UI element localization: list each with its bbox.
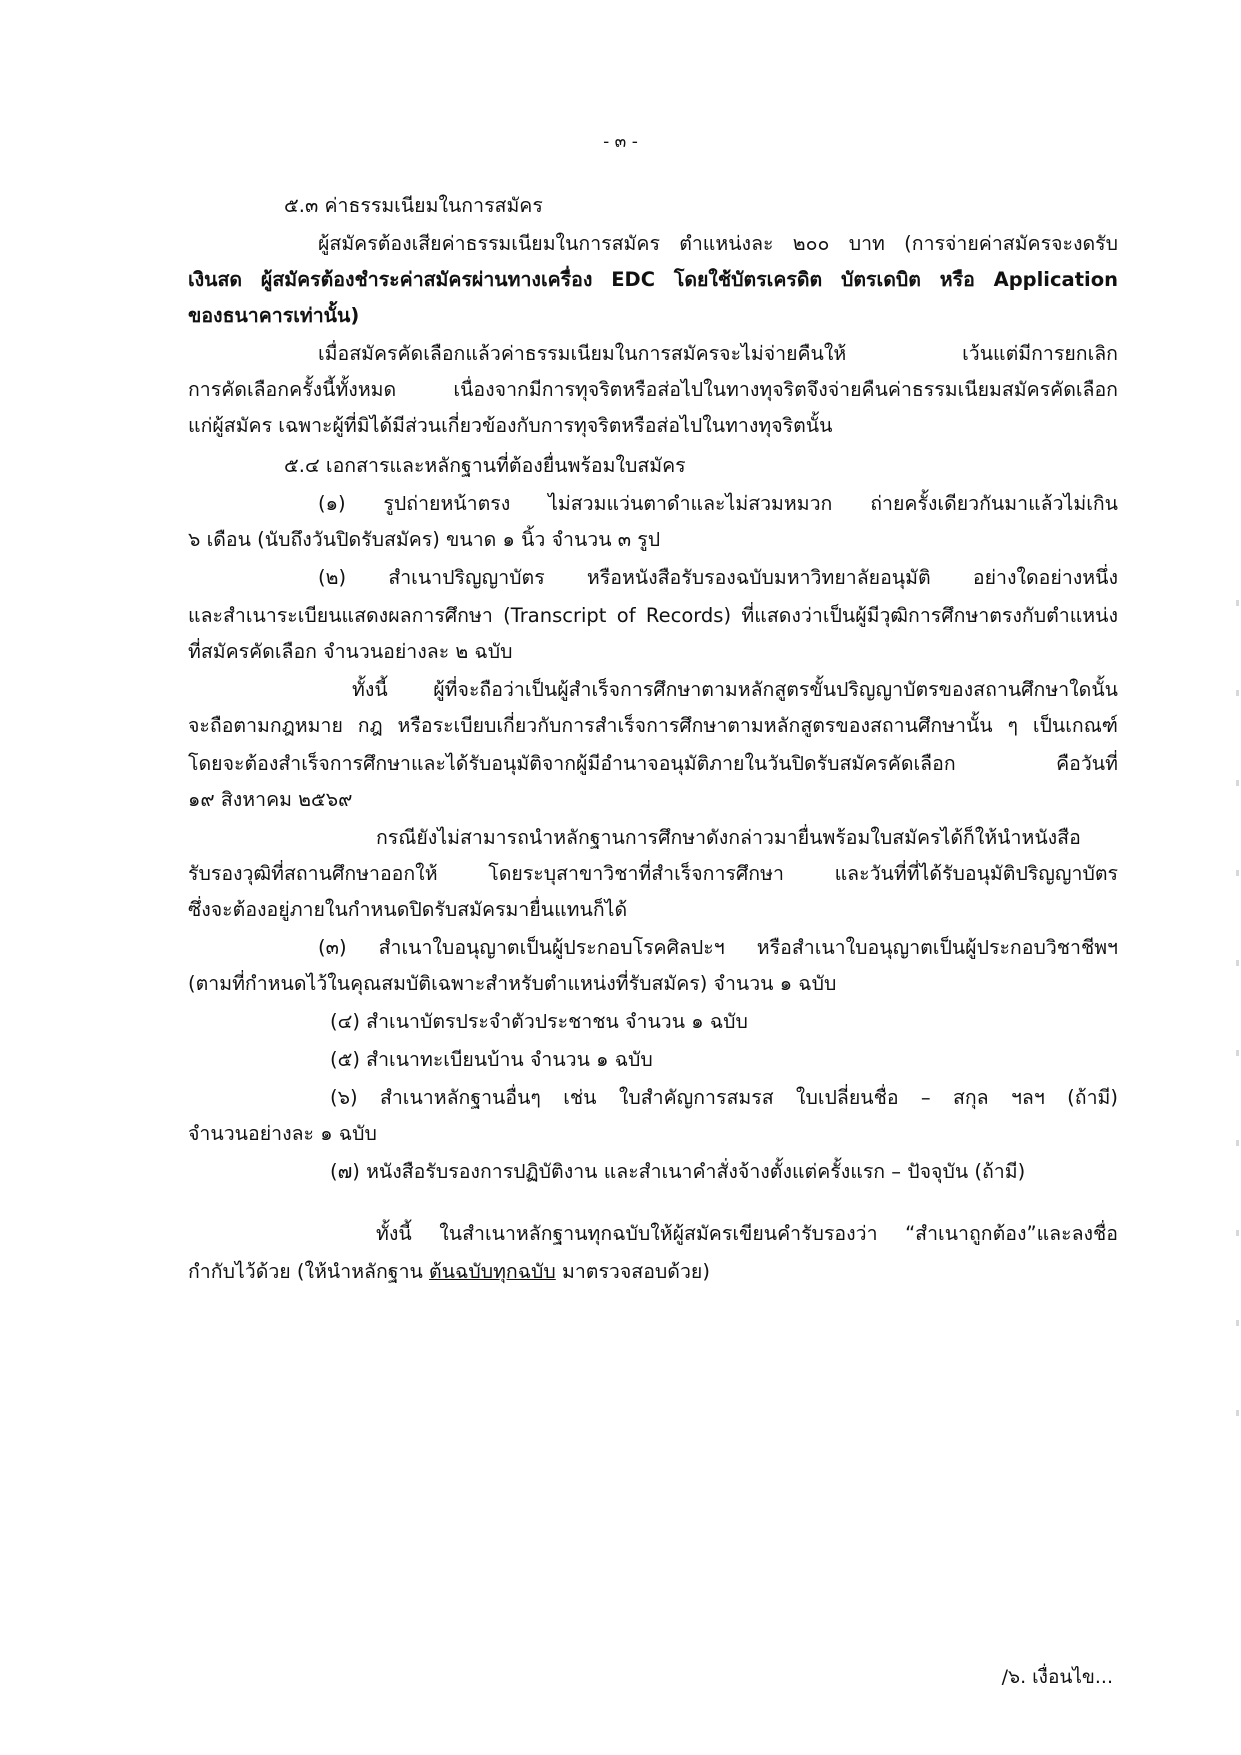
fee-paragraph-line: ของธนาคารเท่านั้น) xyxy=(188,304,360,327)
item-3-line: (๓) สำเนาใบอนุญาตเป็นผู้ประกอบโรคศิลปะฯ หรือสำเนาใบอนุญาตเป็นผู้ประกอบวิชาชีพฯ xyxy=(318,936,1118,959)
item-2-line: ที่สมัครคัดเลือก จำนวนอย่างละ ๒ ฉบับ xyxy=(188,640,513,663)
section-5-3-heading: ๕.๓ ค่าธรรมเนียมในการสมัคร xyxy=(284,194,543,217)
note-1-line: จะถือตามกฎหมาย กฎ หรือระเบียบเกี่ยวกับการสำเร็จการศึกษาตามหลักสูตรของสถานศึกษานั้น ๆ เป็นเกณฑ์ xyxy=(188,714,1118,737)
fee-paragraph-line: เงินสด ผู้สมัครต้องชำระค่าสมัครผ่านทางเครื่อง EDC โดยใช้บัตรเครดิต บัตรเดบิต หรือ Application xyxy=(188,268,1118,291)
fee-paragraph-line: ผู้สมัครต้องเสียค่าธรรมเนียมในการสมัคร ตำแหน่งละ ๒๐๐ บาท (การจ่ายค่าสมัครจะงดรับ xyxy=(318,232,1118,255)
item-2-line: (๒) สำเนาปริญญาบัตร หรือหนังสือรับรองฉบับมหาวิทยาลัยอนุมัติ อย่างใดอย่างหนึ่ง xyxy=(318,566,1118,589)
item-6-line: จำนวนอย่างละ ๑ ฉบับ xyxy=(188,1122,377,1145)
note-1-line: ๑๙ สิงหาคม ๒๕๖๙ xyxy=(188,788,353,811)
note-1-line: ทั้งนี้ ผู้ที่จะถือว่าเป็นผู้สำเร็จการศึกษาตามหลักสูตรขั้นปริญญาบัตรของสถานศึกษาใดนั้น xyxy=(352,678,1118,701)
scan-edge-marks xyxy=(1236,560,1239,1460)
item-1-line: ๖ เดือน (นับถึงวันปิดรับสมัคร) ขนาด ๑ นิ้ว จำนวน ๓ รูป xyxy=(188,528,661,551)
item-1-line: (๑) รูปถ่ายหน้าตรง ไม่สวมแว่นตาดำและไม่สวมหมวก ถ่ายครั้งเดียวกันมาแล้วไม่เกิน xyxy=(318,492,1118,515)
item-5: (๕) สำเนาทะเบียนบ้าน จำนวน ๑ ฉบับ xyxy=(330,1048,653,1071)
item-3-line: (ตามที่กำหนดไว้ในคุณสมบัติเฉพาะสำหรับตำแหน่งที่รับสมัคร) จำนวน ๑ ฉบับ xyxy=(188,972,837,995)
note-3-text: มาตรวจสอบด้วย) xyxy=(555,1260,710,1283)
refund-paragraph-line: แก่ผู้สมัคร เฉพาะผู้ที่มิได้มีส่วนเกี่ยวข้องกับการทุจริตหรือส่อไปในทางทุจริตนั้น xyxy=(188,414,833,437)
refund-paragraph-line: เมื่อสมัครคัดเลือกแล้วค่าธรรมเนียมในการสมัครจะไม่จ่ายคืนให้ เว้นแต่มีการยกเลิก xyxy=(318,342,1118,365)
note-2-line: รับรองวุฒิที่สถานศึกษาออกให้ โดยระบุสาขาวิชาที่สำเร็จการศึกษา และวันที่ที่ได้รับอนุมัติปริญญาบัตร xyxy=(188,862,1118,885)
item-6-line: (๖) สำเนาหลักฐานอื่นๆ เช่น ใบสำคัญการสมรส ใบเปลี่ยนชื่อ – สกุล ฯลฯ (ถ้ามี) xyxy=(330,1086,1118,1109)
page-number: - ๓ - xyxy=(603,132,638,152)
note-1-line: โดยจะต้องสำเร็จการศึกษาและได้รับอนุมัติจากผู้มีอำนาจอนุมัติภายในวันปิดรับสมัครคัดเลือก คือวันที่ xyxy=(188,752,1118,775)
note-3-text: กำกับไว้ด้วย (ให้นำหลักฐาน xyxy=(188,1260,430,1283)
original-documents-emphasis: ต้นฉบับทุกฉบับ xyxy=(429,1260,556,1283)
note-3-line xyxy=(188,1256,710,1287)
note-2-line: กรณียังไม่สามารถนำหลักฐานการศึกษาดังกล่าวมายื่นพร้อมใบสมัครได้ก็ให้นำหนังสือ xyxy=(376,826,1081,849)
item-2-line: และสำเนาระเบียนแสดงผลการศึกษา (Transcript of Records) ที่แสดงว่าเป็นผู้มีวุฒิการศึกษาตรงกับตำแหน่ง xyxy=(188,604,1118,627)
item-7: (๗) หนังสือรับรองการปฏิบัติงาน และสำเนาคำสั่งจ้างตั้งแต่ครั้งแรก – ปัจจุบัน (ถ้ามี) xyxy=(330,1160,1026,1183)
note-3-line: ทั้งนี้ ในสำเนาหลักฐานทุกฉบับให้ผู้สมัครเขียนคำรับรองว่า “สำเนาถูกต้อง”และลงชื่อ xyxy=(376,1222,1118,1245)
note-2-line: ซึ่งจะต้องอยู่ภายในกำหนดปิดรับสมัครมายื่นแทนก็ได้ xyxy=(188,898,628,921)
item-4: (๔) สำเนาบัตรประจำตัวประชาชน จำนวน ๑ ฉบับ xyxy=(330,1010,748,1033)
continuation-footer: /๖. เงื่อนไข... xyxy=(1001,1666,1113,1688)
section-5-4-heading: ๕.๔ เอกสารและหลักฐานที่ต้องยื่นพร้อมใบสมัคร xyxy=(284,454,686,477)
refund-paragraph-line: การคัดเลือกครั้งนี้ทั้งหมด เนื่องจากมีการทุจริตหรือส่อไปในทางทุจริตจึงจ่ายคืนค่าธรรมเนียมสมัครคัดเลือก xyxy=(188,378,1118,401)
